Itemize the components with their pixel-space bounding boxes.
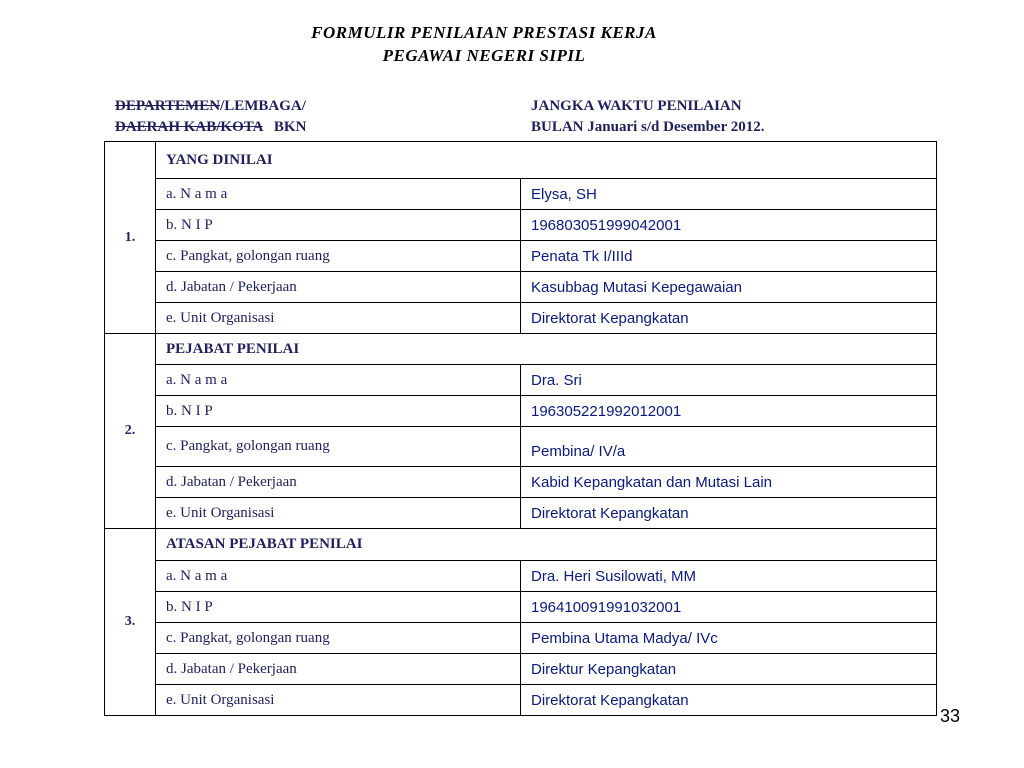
row-label: d. Jabatan / Pekerjaan [156, 467, 521, 498]
period-label: JANGKA WAKTU PENILAIAN [531, 98, 742, 114]
page-number: 33 [940, 706, 961, 726]
table-row [105, 303, 937, 334]
lembaga-text: /LEMBAGA/ [220, 98, 306, 114]
section-header-row [105, 334, 937, 365]
row-value: Kasubbag Mutasi Kepegawaian [521, 272, 937, 303]
row-value: Penata Tk I/IIId [521, 241, 937, 272]
agency-text: BKN [262, 119, 307, 135]
table-row [105, 498, 937, 529]
table-row [105, 467, 937, 498]
row-label: a. N a m a [156, 179, 521, 210]
table-row [105, 210, 937, 241]
row-label: d. Jabatan / Pekerjaan [156, 272, 521, 303]
row-value: Kabid Kepangkatan dan Mutasi Lain [521, 467, 937, 498]
row-value: Direktur Kepangkatan [521, 654, 937, 685]
row-label: c. Pangkat, golongan ruang [156, 427, 521, 467]
section-number: 2. [105, 334, 156, 529]
row-label: a. N a m a [156, 561, 521, 592]
header-left-line1 [115, 96, 306, 117]
row-value: 196410091991032001 [521, 592, 937, 623]
row-label: e. Unit Organisasi [156, 498, 521, 529]
row-label: b. N I P [156, 210, 521, 241]
assessment-table [104, 141, 937, 716]
row-value: Pembina/ IV/a [521, 427, 937, 467]
row-label: b. N I P [156, 396, 521, 427]
section-header-row [105, 142, 937, 179]
form-title: FORMULIR PENILAIAN PRESTASI KERJA [311, 23, 657, 42]
row-label: a. N a m a [156, 365, 521, 396]
section-number: 1. [105, 142, 156, 334]
row-value: Direktorat Kepangkatan [521, 303, 937, 334]
row-value: 196305221992012001 [521, 396, 937, 427]
row-label: c. Pangkat, golongan ruang [156, 241, 521, 272]
struck-daerah: DAERAH KAB/KOTA [115, 119, 263, 135]
table-row [105, 623, 937, 654]
table-row [105, 592, 937, 623]
table-row [105, 241, 937, 272]
row-label: e. Unit Organisasi [156, 303, 521, 334]
table-row [105, 272, 937, 303]
header-left [115, 96, 306, 138]
row-value: Pembina Utama Madya/ IVc [521, 623, 937, 654]
row-value: 196803051999042001 [521, 210, 937, 241]
row-label: c. Pangkat, golongan ruang [156, 623, 521, 654]
section-header-row [105, 529, 937, 561]
row-value: Dra. Heri Susilowati, MM [521, 561, 937, 592]
table-row [105, 396, 937, 427]
table-row [105, 179, 937, 210]
struck-departemen: DEPARTEMEN [115, 98, 221, 114]
table-row [105, 365, 937, 396]
section-title: ATASAN PEJABAT PENILAI [156, 529, 937, 561]
table-row [105, 654, 937, 685]
row-label: e. Unit Organisasi [156, 685, 521, 716]
row-value: Dra. Sri [521, 365, 937, 396]
form-subtitle: PEGAWAI NEGERI SIPIL [382, 46, 586, 65]
row-value: Direktorat Kepangkatan [521, 685, 937, 716]
section-number: 3. [105, 529, 156, 716]
table-row [105, 561, 937, 592]
section-title: YANG DINILAI [156, 142, 937, 179]
row-label: d. Jabatan / Pekerjaan [156, 654, 521, 685]
table-row [105, 427, 937, 467]
row-value: Elysa, SH [521, 179, 937, 210]
row-value: Direktorat Kepangkatan [521, 498, 937, 529]
header-right [531, 96, 764, 138]
section-title: PEJABAT PENILAI [156, 334, 937, 365]
period-value: BULAN Januari s/d Desember 2012. [531, 119, 765, 135]
row-label: b. N I P [156, 592, 521, 623]
table-row [105, 685, 937, 716]
header-left-line2 [115, 117, 306, 138]
